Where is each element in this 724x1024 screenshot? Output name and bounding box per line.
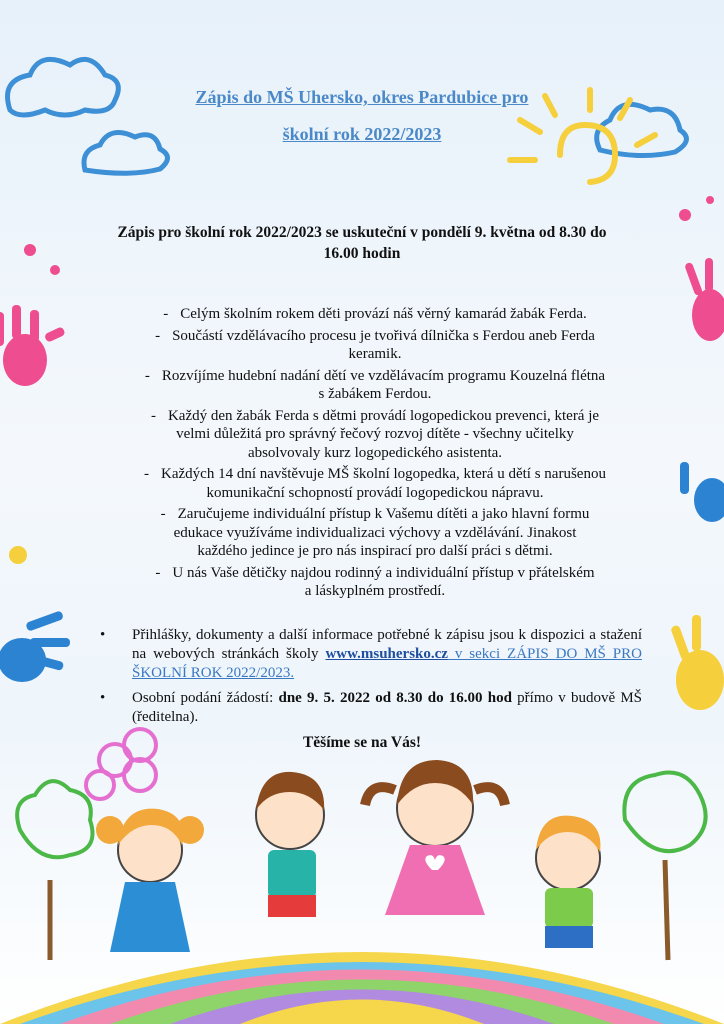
bullet-item-documents: • Přihlášky, dokumenty a další informace potřebné k zápisu jsou k dispozici a stažení na webových stránkách školy www.msuhersko.cz v sekci ZÁPIS DO MŠ PRO ŠKOLNÍ ROK 2022/2023. — [100, 627, 642, 681]
dash-marker: - — [144, 466, 150, 482]
enrollment-date-announcement — [80, 222, 644, 264]
dash-marker: - — [160, 506, 166, 522]
enrollment-section-link[interactable]: v sekci ZÁPIS DO MŠ PRO ŠKOLNÍ ROK 2022/2023. — [132, 646, 642, 681]
list-item: - Každých 14 dní navštěvuje MŠ školní logopedka, která u dětí s narušenou komunikační schopností provádí logopedickou nápravu. — [144, 466, 606, 501]
dash-marker: - — [150, 407, 156, 424]
list-item: - Zaručujeme individuální přístup k Vašemu dítěti a jako hlavní formu edukace využíváme individualizaci výchovy a vzdělávání. Jinakost každého jedince je pro nás inspirací pro další práci s dětmi. — [160, 506, 590, 559]
announcement-line1: Zápis pro školní rok 2022/2023 se uskuteční v pondělí 9. května od 8.30 do — [117, 224, 607, 241]
bullet-marker: • — [100, 690, 106, 706]
bullet-item-submission: • Osobní podání žádostí: dne 9. 5. 2022 od 8.30 do 16.00 hod přímo v budově MŠ (ředitelna). — [100, 690, 642, 725]
list-item: - Rozvíjíme hudební nadání dětí ve vzdělávacím programu Kouzelná flétna s žabákem Ferdou. — [144, 367, 606, 402]
submission-date: dne 9. 5. 2022 od 8.30 do 16.00 hod — [278, 690, 512, 706]
announcement-line2: 16.00 hodin — [323, 245, 401, 262]
list-item: - U nás Vaše dětičky najdou rodinný a individuální přístup v přátelském a láskyplném prostředí. — [155, 564, 595, 599]
list-item: - Součástí vzdělávacího procesu je tvořivá dílnička s Ferdou aneb Ferda keramik. — [155, 327, 595, 362]
dash-marker: - — [155, 327, 161, 344]
school-website-link[interactable]: www.msuhersko.cz — [325, 646, 448, 662]
page-title-line2: školní rok 2022/2023 — [282, 124, 442, 144]
dash-list — [100, 305, 650, 604]
bullet-marker: • — [100, 627, 106, 643]
dash-marker: - — [155, 564, 161, 581]
page-title-line1: Zápis do MŠ Uhersko, okres Pardubice pro — [195, 87, 529, 107]
closing-greeting: Těšíme se na Vás! — [302, 734, 422, 751]
dash-marker: - — [163, 306, 169, 322]
dash-marker: - — [144, 367, 150, 384]
list-item: - Celým školním rokem děti provází náš věrný kamarád žabák Ferda. — [163, 306, 587, 322]
list-item: - Každý den žabák Ferda s dětmi provádí logopedickou prevenci, která je velmi důležitá pro správný řečový rozvoj dítěte - všechny učitelky absolvovaly kurz logopedického asistenta. — [150, 407, 600, 461]
